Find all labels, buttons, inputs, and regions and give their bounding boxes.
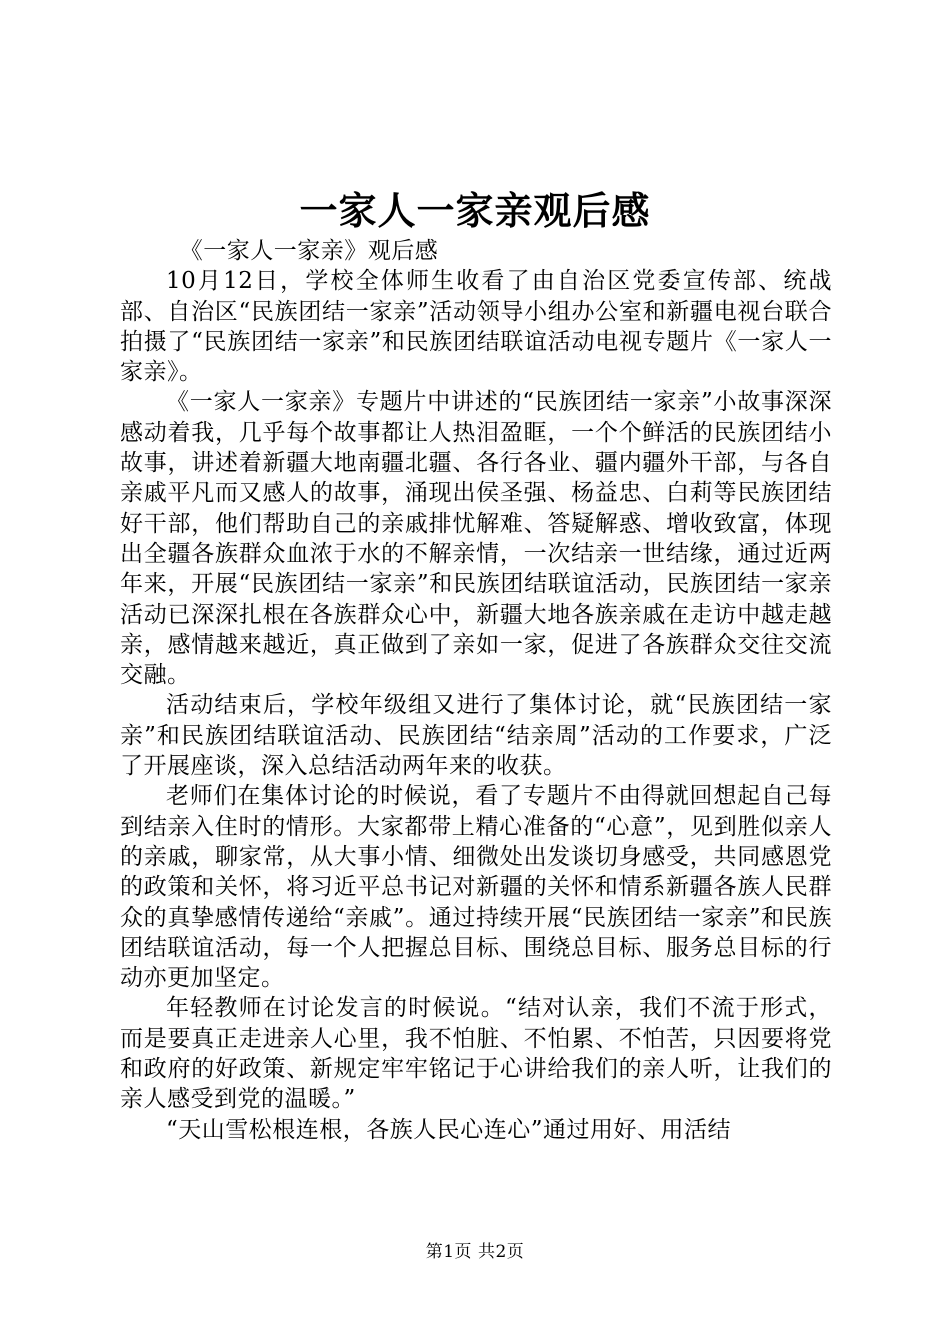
- document-subtitle: 《一家人一家亲》观后感: [179, 238, 439, 264]
- paragraph-3: 活动结束后，学校年级组又进行了集体讨论，就“民族团结一家亲”和民族团结联谊活动、民族团结“结亲周”活动的工作要求，广泛了开展座谈，深入总结活动两年来的收获。: [120, 692, 832, 780]
- paragraph-2: 《一家人一家亲》专题片中讲述的“民族团结一家亲”小故事深深感动着我，几乎每个故事都让人热泪盈眶，一个个鲜活的民族团结小故事，讲述着新疆大地南疆北疆、各行各业、疆内疆外干部，与各自亲戚平凡而又感人的故事，涌现出侯圣强、杨益忠、白莉等民族团结好干部，他们帮助自己的亲戚排忧解难、答疑解惑、增收致富，体现出全疆各族群众血浓于水的不解亲情，一次结亲一世结缘，通过近两年来，开展“民族团结一家亲”和民族团结联谊活动，民族团结一家亲活动已深深扎根在各族群众心中，新疆大地各族亲戚在走访中越走越亲，感情越来越近，真正做到了亲如一家，促进了各族群众交往交流交融。: [120, 389, 832, 689]
- document-body: [120, 236, 832, 1145]
- paragraph-6: “天山雪松根连根，各族人民心连心”通过用好、用活结: [166, 1116, 732, 1143]
- paragraph-5: 年轻教师在讨论发言的时候说。“结对认亲，我们不流于形式，而是要真正走进亲人心里，我不怕脏、不怕累、不怕苦，只因要将党和政府的好政策、新规定牢牢铭记于心讲给我们的亲人听，让我们的亲人感受到党的温暖。”: [120, 995, 832, 1113]
- paragraph-4: 老师们在集体讨论的时候说，看了专题片不由得就回想起自己每到结亲入住时的情形。大家都带上精心准备的“心意”，见到胜似亲人的亲戚，聊家常，从大事小情、细微处出发谈切身感受，共同感恩党的政策和关怀，将习近平总书记对新疆的关怀和情系新疆各族人民群众的真挚感情传递给“亲戚”。通过持续开展“民族团结一家亲”和民族团结联谊活动，每一个人把握总目标、围绕总目标、服务总目标的行动亦更加坚定。: [120, 783, 832, 992]
- paragraph-1: 10月12日，学校全体师生收看了由自治区党委宣传部、统战部、自治区“民族团结一家亲”活动领导小组办公室和新疆电视台联合拍摄了“民族团结一家亲”和民族团结联谊活动电视专题片《一家人一家亲》。: [120, 268, 832, 386]
- document-title: 一家人一家亲观后感: [299, 188, 651, 233]
- page-number-footer: 第1页 共2页: [425, 1242, 525, 1262]
